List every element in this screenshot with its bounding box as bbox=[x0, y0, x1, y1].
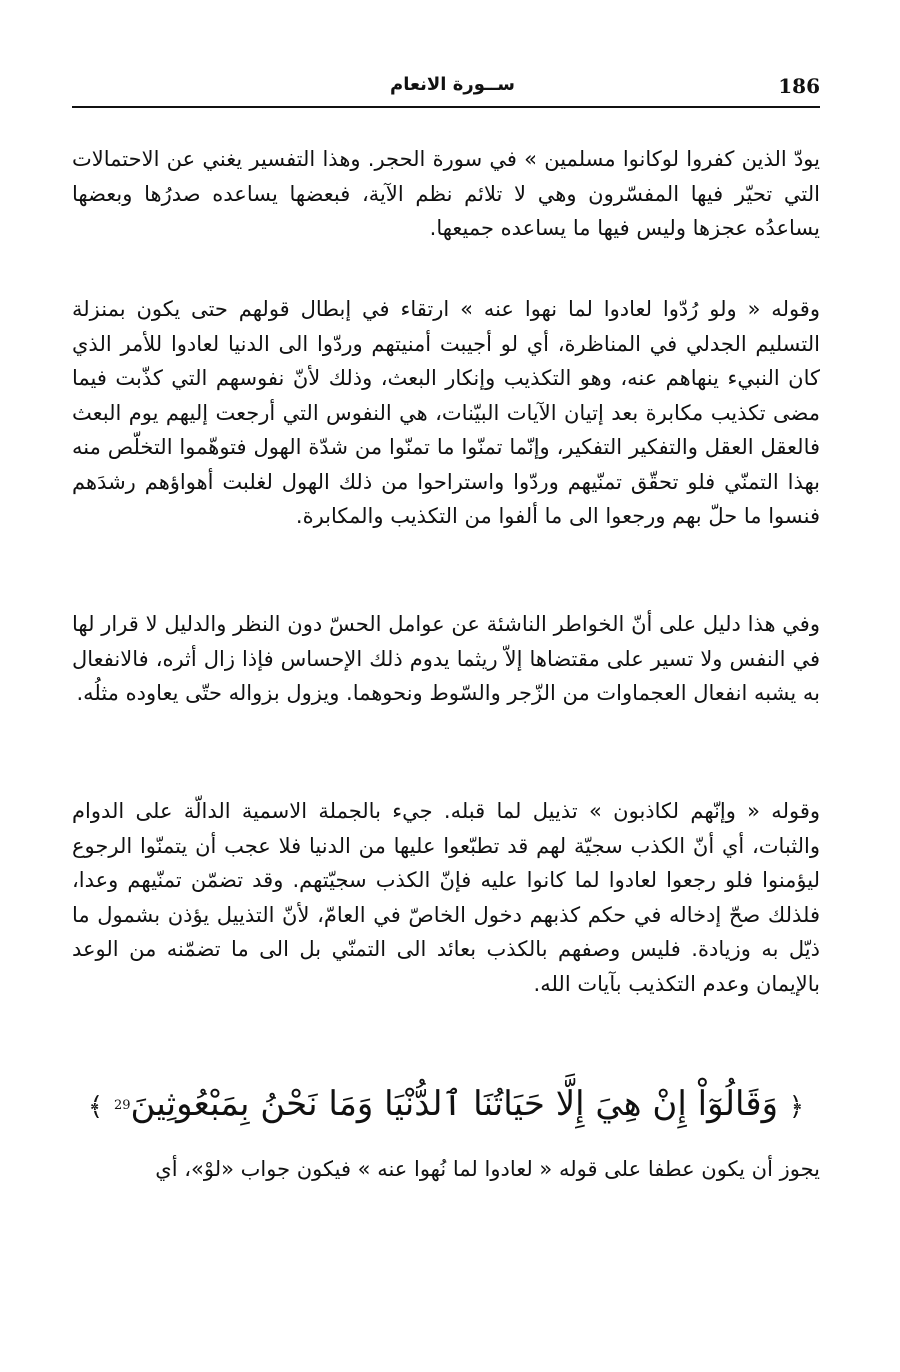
paragraph-3: وفي هذا دليل على أنّ الخواطر الناشئة عن عوامل الحسّ دون النظر والدليل لا قرار لها في النفس ولا تسير على مقتضاها إلاّ ريثما يدوم ذلك الإحساس فإذا زال أثره، فالانفعال به يشبه انفعال العجماوات من الزّجر والسّوط ونحوهما. ويزول بزواله حتّى يعاوده مثلُه. bbox=[72, 612, 820, 705]
verse-close-bracket: ﴾ bbox=[87, 1092, 104, 1122]
paragraph-2: وقوله « ولو رُدّوا لعادوا لما نهوا عنه » ارتقاء في إبطال قولهم حتى يكون بمنزلة التسليم الجدلي في المناظرة، أي لو أجيبت أمنيتهم وردّوا الى الدنيا لعادوا للأمر الذي كان النبيء ينهاهم عنه، وهو التكذيب وإنكار البعث، وذلك لأنّ نفوسهم التي كذّبت فيما مضى تكذيب مكابرة بعد إتيان الآيات البيّنات، هي النفوس التي أرجعت إليهم يوم البعث فالعقل العقل والتفكير التفكير، وإنّما تمنّوا ما تمنّوا من شدّة الهول فتوهّموا التخلّص منه بهذا التمنّي فلو تحقّق تمنّيهم وردّوا واستراحوا من ذلك الهول لغلبت أهواؤهم رشدَهم فنسوا ما حلّ بهم ورجعوا الى ما ألفوا من التكذيب والمكابرة. bbox=[72, 297, 820, 528]
verse-number: 29 bbox=[113, 1098, 131, 1113]
closing-line: يجوز أن يكون عطفا على قوله « لعادوا لما نُهوا عنه » فيكون جواب «لوْ»، أي bbox=[155, 1157, 820, 1181]
running-title: ســورة الانعام bbox=[390, 74, 515, 95]
paragraph-4: وقوله « وإنّهم لكاذبون » تذييل لما قبله. جيء بالجملة الاسمية الدالّة على الدوام والثبات، أي أنّ الكذب سجيّة لهم قد تطبّعوا عليها من الدنيا فلا عجب أن يتمنّوا الرجوع ليؤمنوا فلو رجعوا لعادوا لما كانوا عليه فإنّ الكذب سجيّتهم. وقد تضمّن تمنّيهم وعدا، فلذلك صحّ إدخاله في حكم كذبهم دخول الخاصّ في العامّ، لأنّ التذييل يؤذن بشمول ما ذيّل به وزيادة. فليس وصفهم بالكذب بعائد الى التمنّي بل الى ما تضمّنه من الوعد بالإيمان وعدم التكذيب بآيات الله. bbox=[72, 799, 820, 996]
verse-text: وَقَالُوٓاْ إِنْ هِيَ إِلَّا حَيَاتُنَا ٱلدُّنْيَا وَمَا نَحْنُ بِمَبْعُوثِينَ bbox=[130, 1084, 779, 1124]
page-header bbox=[72, 70, 820, 106]
page-number: 186 bbox=[778, 74, 820, 98]
verse-open-bracket: ﴿ bbox=[788, 1092, 805, 1122]
quran-verse bbox=[72, 1078, 820, 1133]
paragraph-1: يودّ الذين كفروا لوكانوا مسلمين » في سورة الحجر. وهذا التفسير يغني عن الاحتمالات التي تحيّر فيها المفسّرون وهي لا تلائم نظم الآية، فبعضها يساعده صدرُها وبعضها يساعدُه عجزها وليس فيها ما يساعده جميعها. bbox=[72, 147, 820, 240]
header-rule bbox=[72, 106, 820, 108]
